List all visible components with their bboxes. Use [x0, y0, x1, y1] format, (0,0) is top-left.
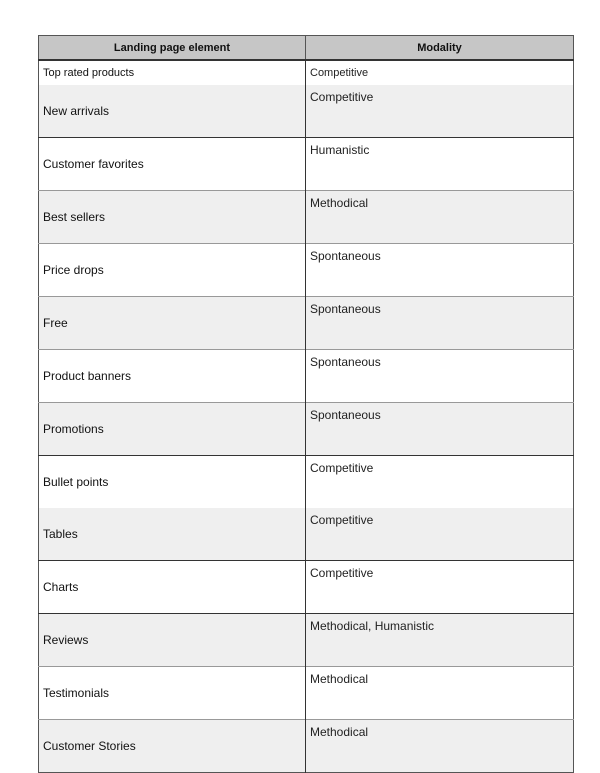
table-row — [39, 244, 574, 297]
modality-cell: Humanistic — [306, 138, 574, 191]
table-row — [39, 561, 574, 614]
element-cell: Bullet points — [39, 456, 306, 509]
modality-cell: Competitive — [306, 508, 574, 561]
modality-cell: Spontaneous — [306, 403, 574, 456]
element-cell: Price drops — [39, 244, 306, 297]
element-cell: Product banners — [39, 350, 306, 403]
table-row — [39, 403, 574, 456]
header-row — [39, 36, 574, 61]
element-cell: Promotions — [39, 403, 306, 456]
modality-cell: Spontaneous — [306, 244, 574, 297]
table-row — [39, 614, 574, 667]
modality-cell: Methodical — [306, 191, 574, 244]
table-row — [39, 85, 574, 138]
modality-cell: Spontaneous — [306, 350, 574, 403]
modality-cell: Spontaneous — [306, 297, 574, 350]
table-row — [39, 60, 574, 85]
modality-cell: Methodical — [306, 720, 574, 773]
table-row — [39, 297, 574, 350]
header-landing-page-element: Landing page element — [39, 36, 306, 61]
element-cell: Testimonials — [39, 667, 306, 720]
element-cell: Customer favorites — [39, 138, 306, 191]
modality-cell: Methodical, Humanistic — [306, 614, 574, 667]
element-cell: Customer Stories — [39, 720, 306, 773]
element-cell: Reviews — [39, 614, 306, 667]
element-cell: Free — [39, 297, 306, 350]
element-cell: Top rated products — [39, 60, 306, 85]
element-cell: New arrivals — [39, 85, 306, 138]
table-row — [39, 667, 574, 720]
modality-cell: Competitive — [310, 67, 369, 79]
modality-cell: Competitive — [306, 85, 574, 138]
table-row — [39, 138, 574, 191]
element-cell: Best sellers — [39, 191, 306, 244]
modality-cell: Competitive — [306, 561, 574, 614]
table-row — [39, 508, 574, 561]
element-cell: Tables — [39, 508, 306, 561]
table-row — [39, 191, 574, 244]
modality-cell: Methodical — [306, 667, 574, 720]
modality-cell: Competitive — [306, 456, 574, 509]
table-row — [39, 456, 574, 509]
table-row — [39, 720, 574, 773]
header-modality: Modality — [306, 36, 574, 61]
landing-page-modality-table — [38, 35, 574, 773]
table-row — [39, 350, 574, 403]
element-cell: Charts — [39, 561, 306, 614]
